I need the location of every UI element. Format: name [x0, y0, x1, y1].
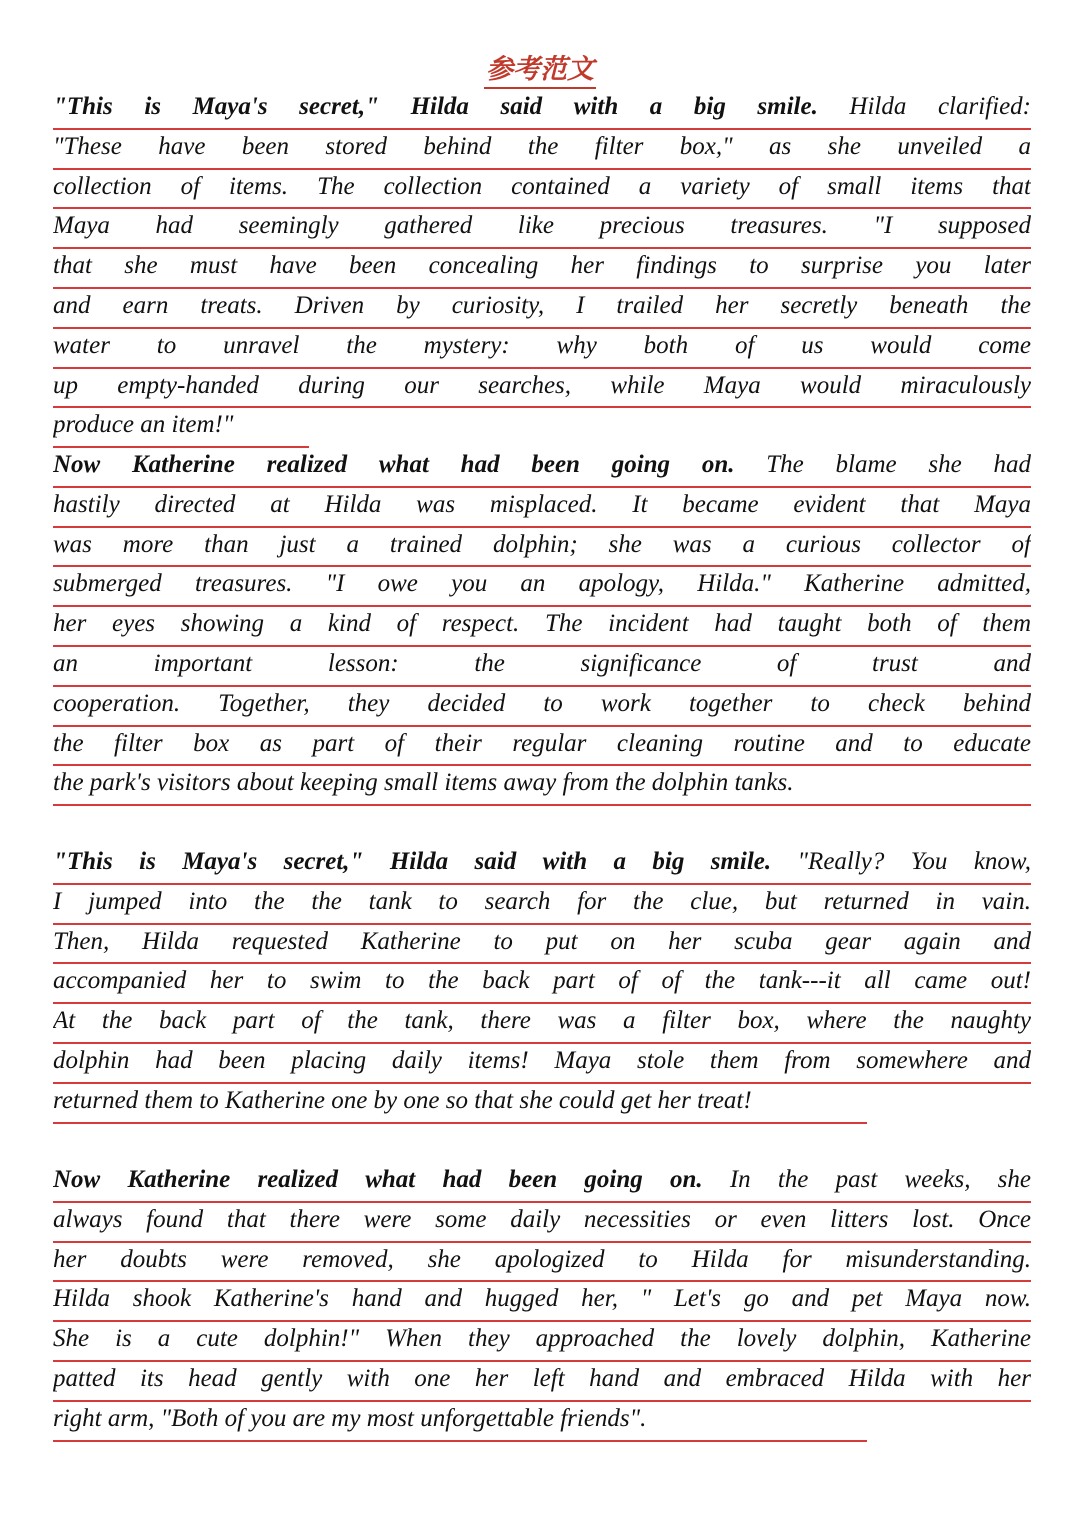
- line-text: accompanied her to swim to the back part of of the tank---it all came out!: [53, 967, 1031, 995]
- line-text: dolphin had been placing daily items! Maya stole them from somewhere and: [53, 1046, 1031, 1074]
- text-line: [53, 488, 1031, 528]
- page-title: [0, 52, 1080, 88]
- text-line: [53, 289, 1031, 329]
- paragraph-2: [53, 448, 1031, 806]
- text-line: [53, 448, 1031, 488]
- page-title-text: 参考范文: [484, 54, 596, 89]
- line-text: cooperation. Together, they decided to work together to check behind: [53, 689, 1031, 717]
- line-text: the park's visitors about keeping small items away from the dolphin tanks.: [53, 769, 794, 797]
- line-text: submerged treasures. "I owe you an apology, Hilda." Katherine admitted,: [53, 570, 1031, 598]
- text-line: [53, 885, 1031, 925]
- text-line: [53, 1163, 1031, 1203]
- line-text: hastily directed at Hilda was misplaced. It became evident that Maya: [53, 490, 1031, 518]
- line-text: her eyes showing a kind of respect. The incident had taught both of them: [53, 610, 1031, 638]
- bold-lead-text: "This is Maya's secret," Hilda said with a big smile.: [53, 848, 772, 875]
- text-line: [53, 766, 1031, 806]
- line-text: Then, Hilda requested Katherine to put on her scuba gear again and: [53, 927, 1031, 955]
- text-line: [53, 845, 1031, 885]
- text-line: [53, 90, 1031, 130]
- line-text: returned them to Katherine one by one so that she could get her treat!: [53, 1086, 752, 1114]
- text-line: [53, 170, 1031, 210]
- text-line: [53, 687, 1031, 727]
- text-line: [53, 1402, 867, 1442]
- line-text: water to unravel the mystery: why both of us would come: [53, 331, 1031, 359]
- line-text: and earn treats. Driven by curiosity, I trailed her secretly beneath the: [53, 291, 1031, 319]
- line-text: I jumped into the the tank to search for the clue, but returned in vain.: [53, 887, 1031, 915]
- text-line: [53, 329, 1031, 369]
- paragraph-3: [53, 845, 1031, 1124]
- bold-lead-text: "This is Maya's secret," Hilda said with a big smile.: [53, 93, 818, 120]
- bold-lead-text: Now Katherine realized what had been going on.: [53, 451, 735, 478]
- text-line: [53, 567, 1031, 607]
- text-line: [53, 1084, 867, 1124]
- line-text: was more than just a trained dolphin; she was a curious collector of: [53, 530, 1031, 558]
- text-line: [53, 1203, 1031, 1243]
- text-line: [53, 1362, 1031, 1402]
- line-text: At the back part of the tank, there was a filter box, where the naughty: [53, 1007, 1031, 1035]
- line-text: "Really? You know,: [771, 848, 1031, 875]
- line-text: Hilda clarified:: [817, 93, 1031, 120]
- text-line: [53, 249, 1031, 289]
- line-text: right arm, "Both of you are my most unforgettable friends".: [53, 1404, 647, 1432]
- bold-lead-text: Now Katherine realized what had been going on.: [53, 1166, 703, 1193]
- line-text: The blame she had: [734, 451, 1031, 478]
- line-text: Maya had seemingly gathered like precious treasures. "I supposed: [53, 212, 1031, 240]
- line-text: the filter box as part of their regular cleaning routine and to educate: [53, 729, 1031, 757]
- line-text: collection of items. The collection contained a variety of small items that: [53, 172, 1031, 200]
- text-line: [53, 369, 1031, 409]
- line-text: an important lesson: the significance of trust and: [53, 649, 1031, 677]
- line-text: Hilda shook Katherine's hand and hugged her, " Let's go and pet Maya now.: [53, 1285, 1031, 1313]
- text-line: [53, 647, 1031, 687]
- line-text: up empty-handed during our searches, while Maya would miraculously: [53, 371, 1031, 399]
- text-line: [53, 727, 1031, 767]
- line-text: She is a cute dolphin!" When they approached the lovely dolphin, Katherine: [53, 1325, 1031, 1353]
- text-line: [53, 528, 1031, 568]
- text-line: [53, 1004, 1031, 1044]
- text-line: [53, 130, 1031, 170]
- text-line: [53, 607, 1031, 647]
- text-line: [53, 1243, 1031, 1283]
- text-line: [53, 964, 1031, 1004]
- line-text: In the past weeks, she: [702, 1166, 1031, 1193]
- text-line: [53, 1282, 1031, 1322]
- text-line: [53, 408, 309, 448]
- text-line: [53, 925, 1031, 965]
- line-text: produce an item!": [53, 411, 234, 439]
- text-line: [53, 1044, 1031, 1084]
- line-text: patted its head gently with one her left hand and embraced Hilda with her: [53, 1364, 1031, 1392]
- text-line: [53, 209, 1031, 249]
- paragraph-1: [53, 90, 1031, 448]
- line-text: "These have been stored behind the filter box," as she unveiled a: [53, 132, 1031, 160]
- line-text: always found that there were some daily necessities or even litters lost. Once: [53, 1205, 1031, 1233]
- paragraph-4: [53, 1163, 1031, 1442]
- line-text: that she must have been concealing her findings to surprise you later: [53, 252, 1031, 280]
- line-text: her doubts were removed, she apologized to Hilda for misunderstanding.: [53, 1245, 1031, 1273]
- text-line: [53, 1322, 1031, 1362]
